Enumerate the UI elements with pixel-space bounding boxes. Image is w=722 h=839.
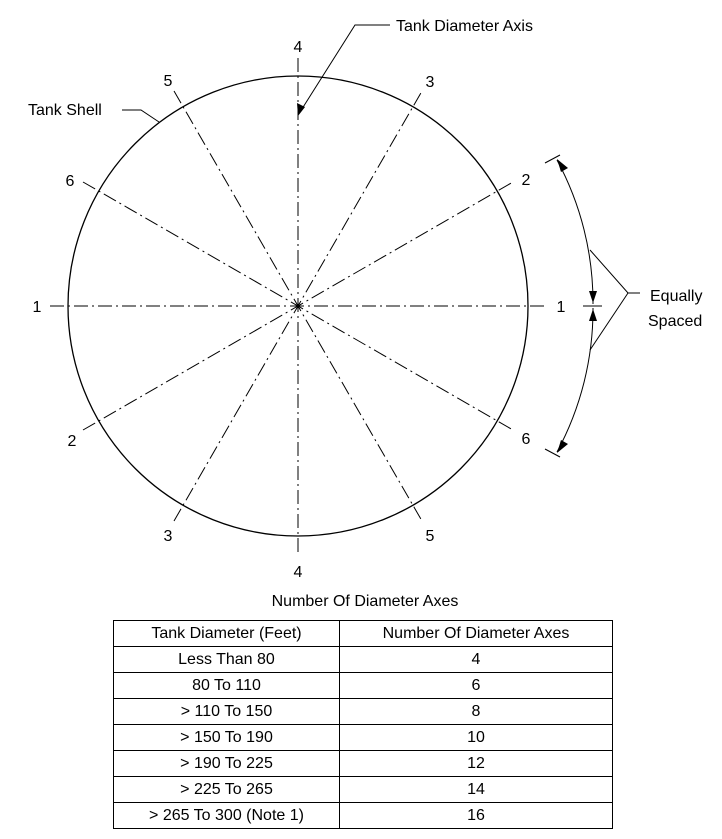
table-row — [114, 673, 613, 699]
equally-spaced-label-line1: Equally — [650, 288, 703, 305]
spacing-arrowhead-mid-upper — [589, 291, 597, 303]
axes-count-cell: 6 — [340, 673, 613, 699]
spacing-arrowhead-top — [557, 159, 568, 172]
axis-label-5-bottom: 5 — [425, 528, 435, 545]
table-row — [114, 803, 613, 829]
axis-label-1-right: 1 — [556, 299, 566, 316]
axes-count-cell: 12 — [340, 751, 613, 777]
axes-count-cell: 16 — [340, 803, 613, 829]
axes-count-cell: 4 — [340, 647, 613, 673]
axis-label-6-right: 6 — [521, 431, 531, 448]
table-row — [114, 725, 613, 751]
axis-label-4-bottom: 4 — [293, 564, 303, 581]
leader-arrowhead — [297, 103, 305, 116]
axis-label-3-bottom: 3 — [163, 528, 173, 545]
tank-shell-label: Tank Shell — [28, 102, 102, 119]
table-row — [114, 699, 613, 725]
equally-spaced-label-line2: Spaced — [648, 313, 703, 330]
axis-label-2-right: 2 — [521, 172, 531, 189]
spacing-arrowhead-mid-lower — [589, 309, 597, 321]
axis-label-4-top: 4 — [293, 39, 303, 56]
axis-label-6-left: 6 — [65, 173, 75, 190]
table-title: Number Of Diameter Axes — [271, 593, 459, 610]
table-row — [114, 647, 613, 673]
equally-spaced-leader — [590, 250, 640, 293]
tank-diameter-cell: > 225 To 265 — [114, 777, 340, 803]
equally-spaced-leader-lower — [590, 293, 628, 350]
tank-diameter-cell: > 190 To 225 — [114, 751, 340, 777]
axis-label-3-top: 3 — [425, 74, 435, 91]
axes-count-cell: 8 — [340, 699, 613, 725]
spacing-arrowhead-bottom — [557, 440, 568, 453]
axis-label-5-top: 5 — [163, 73, 173, 90]
axis-label-1-left: 1 — [32, 299, 42, 316]
tank-diameter-cell: Less Than 80 — [114, 647, 340, 673]
tank-diameter-cell: > 110 To 150 — [114, 699, 340, 725]
tank-diameter-cell: > 150 To 190 — [114, 725, 340, 751]
axes-count-cell: 10 — [340, 725, 613, 751]
diameter-axes-table — [113, 620, 613, 829]
tank-diameter-axis-leader — [300, 25, 390, 112]
tank-diameter-axis-label: Tank Diameter Axis — [396, 18, 533, 35]
tank-shell-leader — [122, 110, 159, 122]
spacing-arc-upper — [557, 160, 593, 304]
tank-diameter-cell: > 265 To 300 (Note 1) — [114, 803, 340, 829]
table-header-row — [114, 621, 613, 647]
table-row — [114, 777, 613, 803]
header-number-of-axes: Number Of Diameter Axes — [340, 621, 613, 647]
table-row — [114, 751, 613, 777]
spacing-arc-lower — [557, 308, 593, 452]
axis-label-2-left: 2 — [67, 433, 77, 450]
axes-count-cell: 14 — [340, 777, 613, 803]
tank-diameter-cell: 80 To 110 — [114, 673, 340, 699]
header-tank-diameter: Tank Diameter (Feet) — [114, 621, 340, 647]
